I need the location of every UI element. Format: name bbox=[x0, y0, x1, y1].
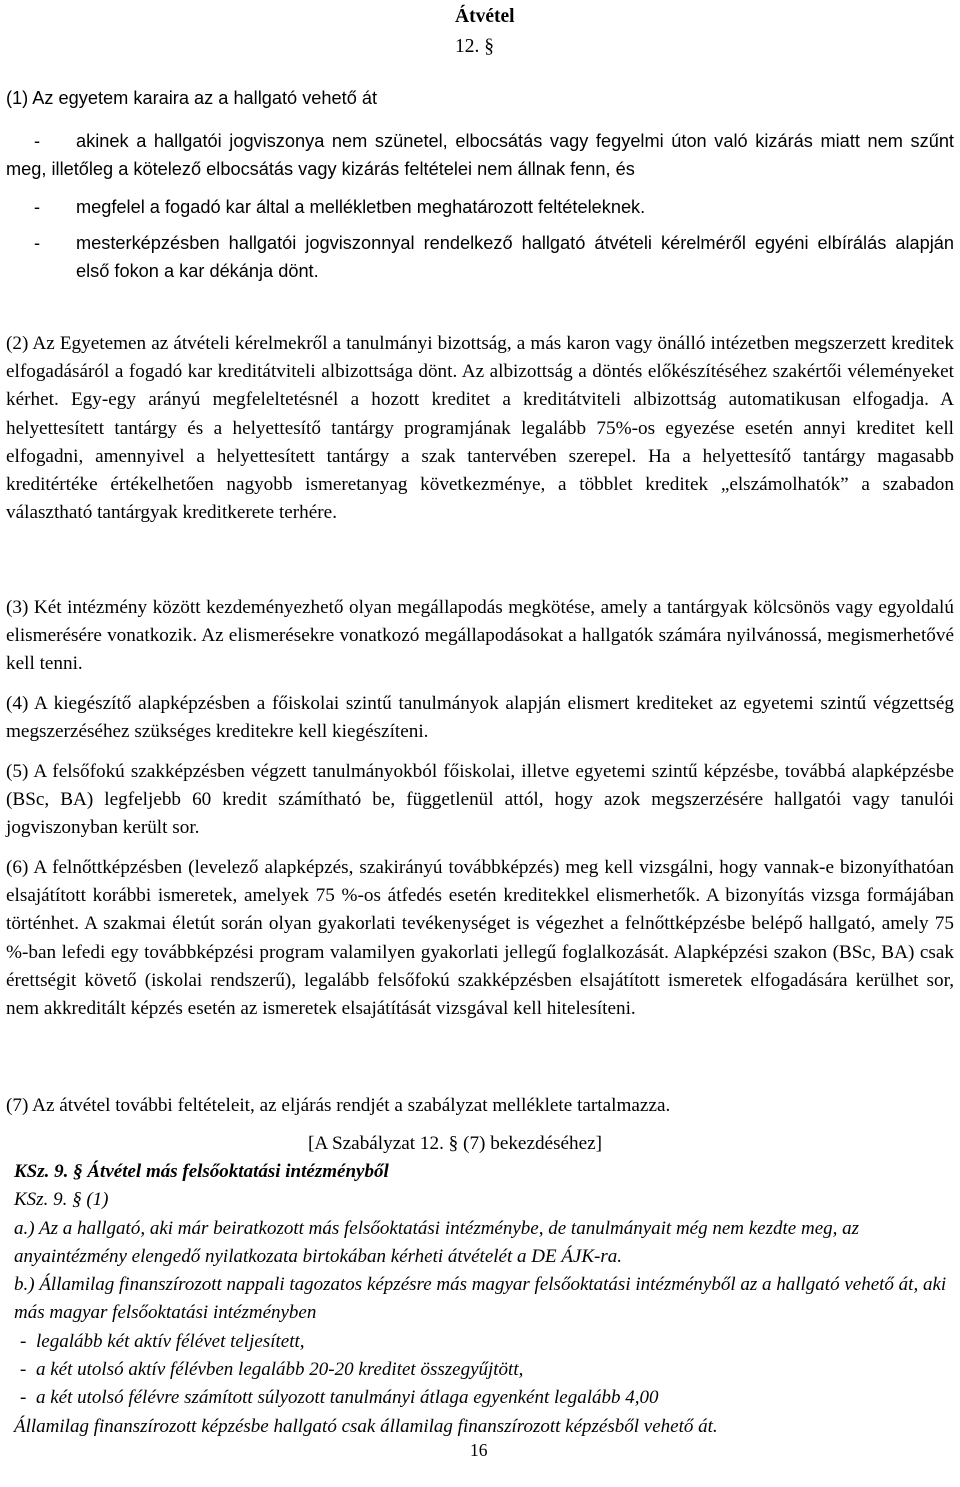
condition-text: mesterképzésben hallgatói jogviszonnyal rendelkező hallgató átvételi kérelméről egyéni elbírálás alapján első fokon a kar dékánja dönt. bbox=[76, 232, 954, 281]
condition-text: megfelel a fogadó kar által a mellékletben meghatározott feltételeknek. bbox=[76, 197, 646, 218]
paragraph-3 bbox=[6, 594, 954, 679]
condition-dash: - bbox=[34, 232, 41, 253]
condition-text: akinek a hallgatói jogviszonya nem szünetel, elbocsátás vagy fegyelmi úton való kizárás miatt nem szűnt meg, illetőleg a kötelező elbocsátás vagy kizárás feltételei nem állnak fenn, és bbox=[6, 131, 954, 180]
paragraph-7 bbox=[6, 1092, 954, 1120]
ksz-dash: - bbox=[20, 1330, 27, 1352]
paragraph-text: (7) Az átvétel további feltételeit, az eljárás rendjét a szabályzat melléklete tartalmazza. bbox=[6, 1095, 671, 1116]
ksz-closing: Államilag finanszírozott képzésbe hallgató csak államilag finanszírozott képzésből vehető át. bbox=[14, 1415, 718, 1437]
ksz-point-b: b.) Államilag finanszírozott nappali tagozatos képzésre más magyar felsőoktatási intézményből az a hallgató vehető át, aki más magyar felsőoktatási intézményben bbox=[14, 1274, 947, 1324]
condition-dash: - bbox=[34, 197, 41, 218]
ksz-point-a: a.) Az a hallgató, aki már beiratkozott más felsőoktatási intézménybe, de tanulmányait még nem kezdte meg, az anyaintézmény elengedő nyilatkozata birtokában kérheti átvételét a DE ÁJK-ra. bbox=[14, 1217, 860, 1267]
paragraph-text: (2) Az Egyetemen az átvételi kérelmekről a tanulmányi bizottság, a más karon vagy önálló intézetben megszerzett kreditek elfogadásáról a fogadó kar kreditátviteli albizottsága dönt. Az albizottság a döntés előkészítéséhez szakértői véleményeket kérhet. Egy-egy arányú megfeleltetésnél a hozott kreditet a kreditátviteli albizottság automatikusan elfogadja. A helyettesített tantárgy és a helyettesítő tantárgy programjának legalább 75%-os egyezése esetén annyi kreditet kell elfogadni, amennyivel a helyettesített tantárgy a szak tantervében szerepel. Ha a helyettesítő tantárgy magasabb kreditértéke értékelhetően nagyobb ismeretanyag következménye, a többlet kreditek „elszámolhatók” a szabadon választható tantárgyak kreditkerete terhére. bbox=[6, 333, 954, 524]
ksz-list-item bbox=[14, 1356, 954, 1384]
intro-paragraph bbox=[6, 84, 954, 112]
condition-item bbox=[6, 193, 954, 221]
paragraph-text: (5) A felsőfokú szakképzésben végzett tanulmányokból főiskolai, illetve egyetemi szintű képzésbe, továbbá alapképzésbe (BSc, BA) legfeljebb 60 kredit számítható be, függetlenül attól, hogy azok megszerzésére hallgatói vagy tanulói jogviszonyban került sor. bbox=[6, 761, 954, 839]
ksz-dash: - bbox=[20, 1387, 27, 1409]
ksz-section bbox=[14, 1158, 954, 1441]
regulation-reference: [A Szabályzat 12. § (7) bekezdéséhez] bbox=[308, 1133, 603, 1154]
condition-item bbox=[6, 127, 954, 183]
paragraph-text: (6) A felnőttképzésben (levelező alapképzés, szakirányú továbbképzés) meg kell vizsgálni, hogy vannak-e bizonyíthatóan elsajátított korábbi ismeretek, amelyek 75 %-os átfedés esetén kreditekkel elismerhetők. A bizonyítás vizsga formájában történhet. A szakmai életút során olyan gyakorlati tevékenységet is végezhet a felnőttképzésbe belépő hallgató, amely 75 %-ban lefedi egy továbbképzési program valamilyen gyakorlati jellegű foglalkozását. Alapképzési szakon (BSc, BA) csak érettségit követő (iskolai rendszerű), legalább felsőfokú szakképzésben elsajátított ismeretek elfogadására kerülhet sor, nem akkreditált képzés esetén az ismeretek elsajátítását vizsgával kell hitelesíteni. bbox=[6, 857, 954, 1020]
page-number: 16 bbox=[470, 1440, 488, 1460]
ksz-title: KSz. 9. § Átvétel más felsőoktatási intézményből bbox=[14, 1161, 389, 1182]
ksz-subsection: KSz. 9. § (1) bbox=[14, 1189, 109, 1211]
ksz-item-text: legalább két aktív félévet teljesített, bbox=[36, 1330, 305, 1352]
section-heading: Átvétel bbox=[455, 6, 515, 27]
intro-text: (1) Az egyetem karaira az a hallgató vehető át bbox=[6, 88, 378, 108]
condition-item bbox=[6, 229, 954, 285]
section-number: 12. § bbox=[455, 36, 494, 57]
ksz-list-item bbox=[14, 1384, 954, 1412]
paragraph-text: (3) Két intézmény között kezdeményezhető olyan megállapodás megkötése, amely a tantárgyak kölcsönös vagy egyoldalú elismerésére vonatkozik. Az elismerésekre vonatkozó megállapodásokat a hallgatók számára nyilvánossá, megismerhetővé kell tenni. bbox=[6, 597, 954, 675]
paragraph-2 bbox=[6, 330, 954, 527]
paragraph-text: (4) A kiegészítő alapképzésben a főiskolai szintű tanulmányok alapján elismert krediteket az egyetemi szintű végzettség megszerzéséhez szükséges kreditekre kell kiegészíteni. bbox=[6, 693, 954, 743]
condition-dash: - bbox=[34, 131, 41, 151]
ksz-dash: - bbox=[20, 1359, 27, 1381]
conditions-list bbox=[6, 127, 954, 285]
ksz-item-text: a két utolsó félévre számított súlyozott tanulmányi átlaga egyenként legalább 4,00 bbox=[36, 1387, 659, 1409]
paragraph-6 bbox=[6, 854, 954, 1023]
paragraph-4 bbox=[6, 690, 954, 746]
paragraph-5 bbox=[6, 758, 954, 843]
ksz-list-item bbox=[14, 1328, 954, 1356]
ksz-item-text: a két utolsó aktív félévben legalább 20-20 kreditet összegyűjtött, bbox=[36, 1359, 524, 1381]
